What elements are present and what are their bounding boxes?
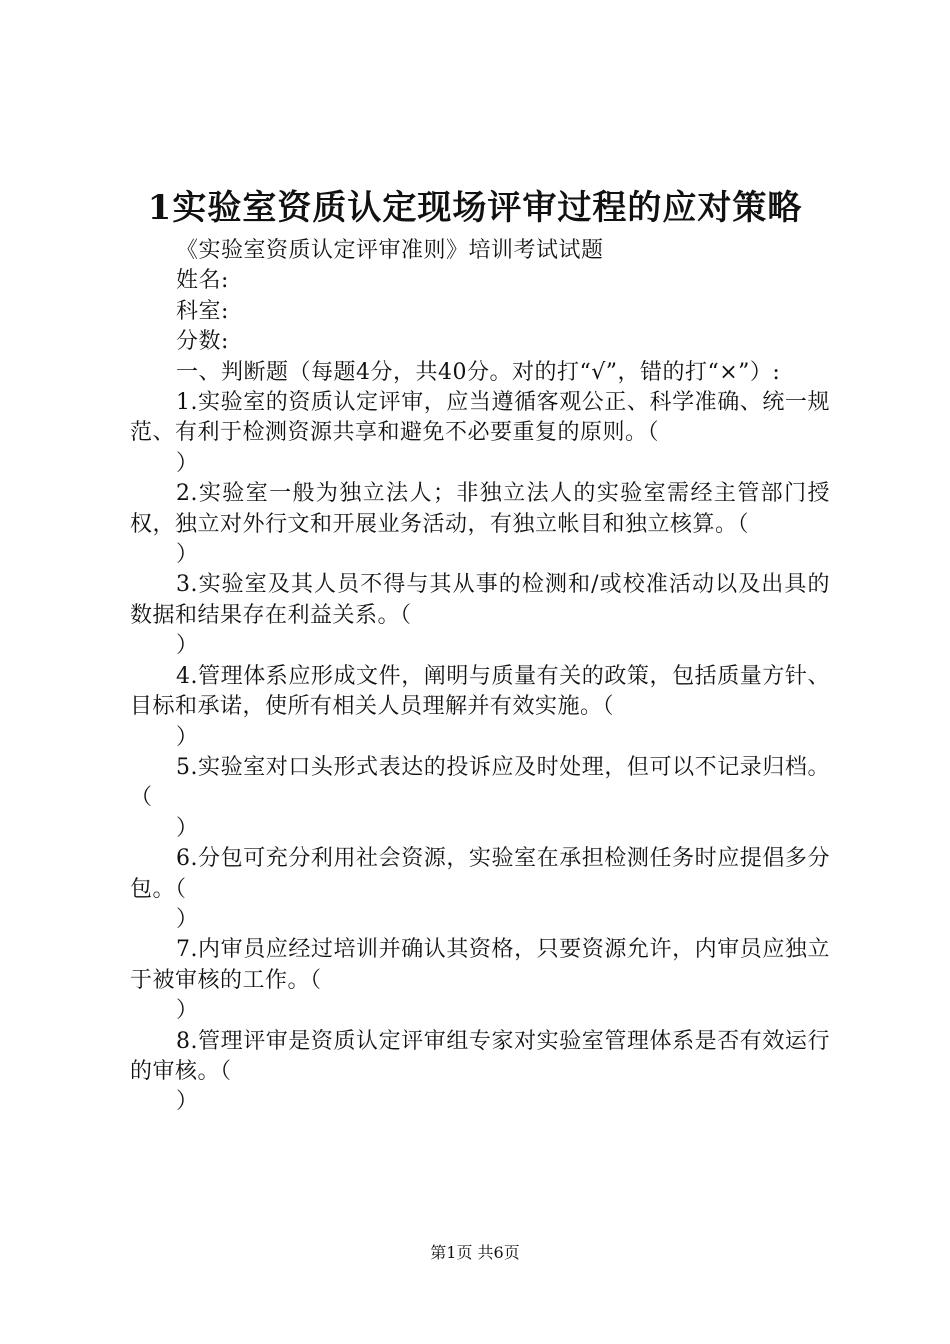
question-8: 8.管理评审是资质认定评审组专家对实验室管理体系是否有效运行的审核。（ <box>130 1028 830 1084</box>
question-8-close: ） <box>176 1089 199 1115</box>
question-5: 5.实验室对口头形式表达的投诉应及时处理，但可以不记录归档。（ <box>130 754 830 811</box>
question-3-close: ） <box>176 633 199 659</box>
question-3: 3.实验室及其人员不得与其从事的检测和/或校准活动以及出具的数据和结果存在利益关系。（ <box>130 572 830 628</box>
question-2: 2.实验室一般为独立法人；非独立法人的实验室需经主管部门授权，独立对外行文和开展业务活动，有独立帐目和独立核算。（ <box>130 481 830 537</box>
question-4-close: ） <box>176 724 199 750</box>
question-6-close: ） <box>176 906 199 932</box>
question-7: 7.内审员应经过培训并确认其资格，只要资源允许，内审员应独立于被审核的工作。（ <box>130 937 830 993</box>
page-title: 1实验室资质认定现场评审过程的应对策略 <box>147 188 803 228</box>
score-field-label: 分数: <box>176 329 229 355</box>
question-1-close: ） <box>176 450 199 476</box>
question-1: 1.实验室的资质认定评审，应当遵循客观公正、科学准确、统一规范、有利于检测资源共享和避免不必要重复的原则。（ <box>130 390 830 446</box>
section-heading: 一、判断题（每题4分，共40分。对的打“√”，错的打“×”）: <box>176 359 781 385</box>
department-field-label: 科室: <box>176 298 229 324</box>
document-body <box>130 236 830 1118</box>
question-7-close: ） <box>176 998 199 1024</box>
question-5-close: ） <box>176 815 199 841</box>
name-field-label: 姓名: <box>176 268 229 294</box>
exam-subtitle: 《实验室资质认定评审准则》培训考试试题 <box>176 238 604 263</box>
page-footer: 第1页 共6页 <box>430 1243 520 1262</box>
question-6: 6.分包可充分利用社会资源，实验室在承担检测任务时应提倡多分包。（ <box>130 846 830 902</box>
question-2-close: ） <box>176 542 199 568</box>
question-4: 4.管理体系应形成文件，阐明与质量有关的政策，包括质量方针、目标和承诺，使所有相关人员理解并有效实施。（ <box>130 663 830 720</box>
